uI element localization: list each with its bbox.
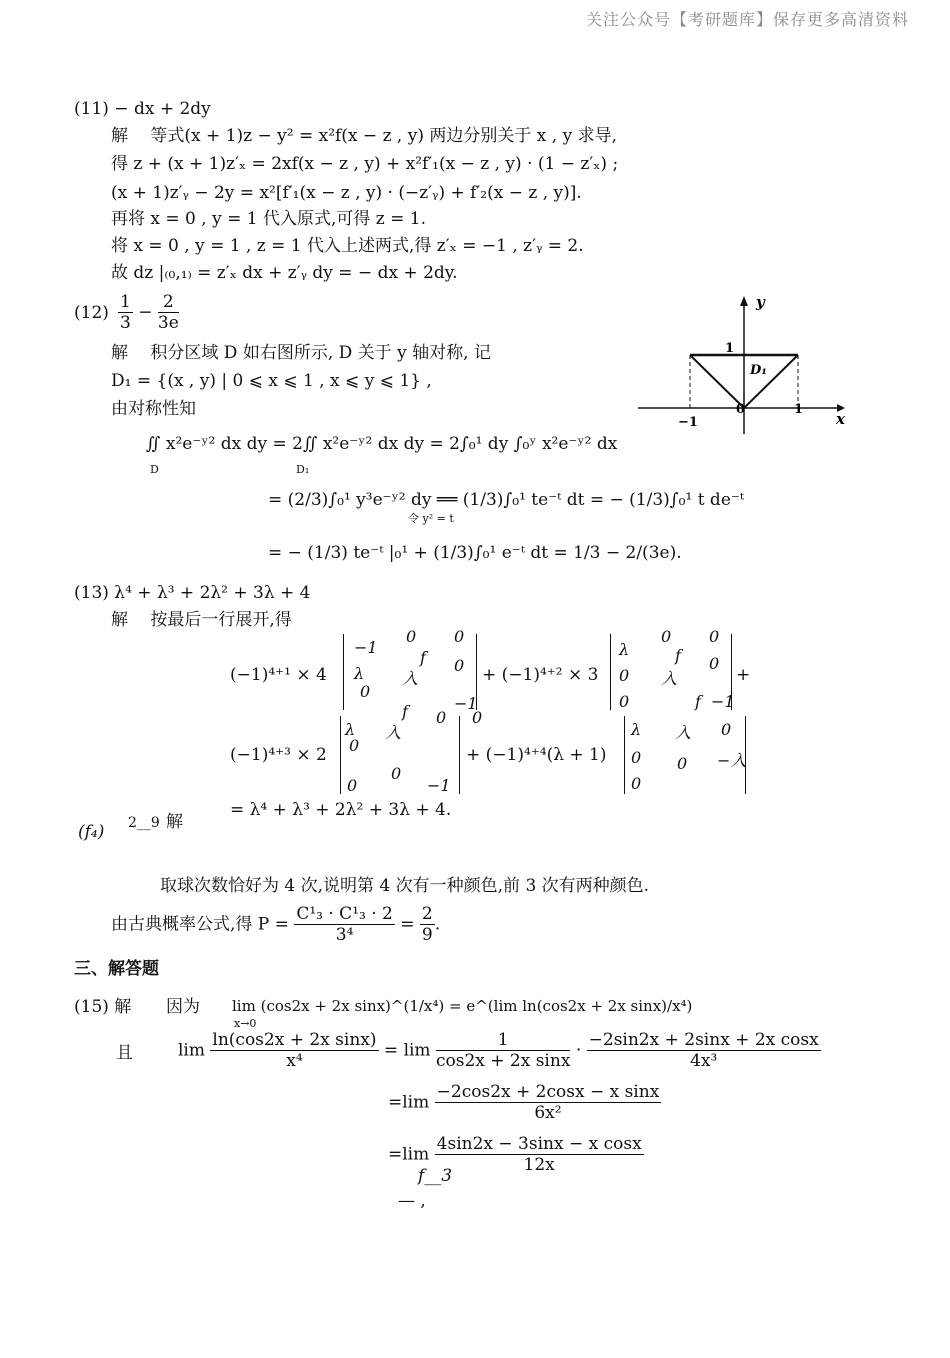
- determinant-4: λ 入 0 0 0 −入 0: [624, 716, 746, 794]
- region-label: D₁: [750, 363, 767, 378]
- q13-line1: 解 按最后一行展开,得: [111, 610, 292, 630]
- q12-eq1-sub-d1: D₁: [296, 463, 310, 476]
- q15-line1: lim (cos2x + 2x sinx)^(1/x⁴) = e^(lim ln(cos2x + 2x sinx)/x⁴): [232, 997, 693, 1015]
- q11-line1: 解 等式(x + 1)z − y² = x²f(x − z , y) 两边分别关于 x , y 求导,: [111, 126, 617, 146]
- q12-eq2-sub: 令 y² = t: [408, 512, 454, 525]
- y-axis-arrow-icon: [740, 296, 748, 306]
- q15-tail2: — ,: [398, 1191, 426, 1211]
- q15-row1: lim $\frac{\text{ln(cos2x + 2x sinx)}}{\text{x⁴}}$ = lim $\frac{1}{\text{cos2x + 2x sinx}}$ · $\frac{\text{−2sin2x + 2sinx + 2x cosx}}{\text{4x³}}$: [178, 1030, 819, 1072]
- q11-line5: 将 x = 0 , y = 1 , z = 1 代入上述两式,得 z′ₓ = −1 , z′ᵧ = 2.: [111, 236, 584, 256]
- q13-term3: (−1)⁴⁺³ × 2: [230, 745, 327, 765]
- q14-jie: 解: [166, 812, 183, 832]
- q13-plus: +: [736, 665, 751, 685]
- q12-eq2: = (2/3)∫₀¹ y³e⁻ʸ² dy ══ (1/3)∫₀¹ te⁻ᵗ dt = − (1/3)∫₀¹ t de⁻ᵗ: [268, 490, 745, 510]
- q13-term1: (−1)⁴⁺¹ × 4: [230, 665, 327, 685]
- q14-line2: 由古典概率公式,得 P = $\frac{\text{C¹₃ · C¹₃ · 2}}{\text{3⁴}}$ = $\frac{2}{9}$ .: [111, 904, 441, 946]
- q12-eq1: ∬ x²e⁻ʸ² dx dy = 2∬ x²e⁻ʸ² dx dy = 2∫₀¹ dy ∫₀ʸ x²e⁻ʸ² dx: [146, 434, 618, 454]
- q11-line6: 故 dz |₍₀,₁₎ = z′ₓ dx + z′ᵧ dy = − dx + 2dy.: [111, 263, 458, 283]
- x-axis-label: x: [836, 410, 845, 428]
- q12-answer: $\frac{1}{3}$ − $\frac{2}{3e}$: [120, 292, 179, 334]
- q15-lim-sub: x→0: [234, 1017, 257, 1030]
- region-figure: [632, 292, 852, 442]
- q15-because: 因为: [166, 997, 200, 1017]
- q14-answer: 2__9: [128, 815, 160, 831]
- q11-answer: (11) − dx + 2dy: [74, 99, 211, 119]
- q11-line2: 得 z + (x + 1)z′ₓ = 2xf(x − z , y) + x²f′₁(x − z , y) · (1 − z′ₓ) ;: [111, 154, 619, 174]
- q15-label: (15) 解: [74, 997, 132, 1017]
- neg-one-label: −1: [678, 415, 698, 430]
- q15-row2: =lim $\frac{\text{−2cos2x + 2cosx − x sinx}}{\text{6x²}}$: [388, 1082, 660, 1124]
- q13-term4: + (−1)⁴⁺⁴(λ + 1): [466, 745, 607, 765]
- q14-label: (f₄): [78, 822, 105, 842]
- section-title: 三、解答题: [74, 959, 159, 979]
- pos-one-label: 1: [794, 402, 804, 417]
- left-diagonal: [690, 355, 744, 408]
- q11-line3: (x + 1)z′ᵧ − 2y = x²[f′₁(x − z , y) · (−z′ᵧ) + f′₂(x − z , y)].: [111, 183, 582, 203]
- determinant-2: λ 0 0 0 f 0 入 0 f −1: [610, 634, 732, 710]
- origin-label: 0: [736, 402, 746, 417]
- q12-eq3: = − (1/3) te⁻ᵗ |₀¹ + (1/3)∫₀¹ e⁻ᵗ dt = 1/3 − 2/(3e).: [268, 543, 682, 563]
- q15-qie: 且: [116, 1043, 133, 1063]
- y-one-label: 1: [725, 341, 735, 356]
- page-header: 关注公众号【考研题库】保存更多高清资料: [586, 10, 910, 29]
- q12-eq1-sub-d: D: [150, 463, 159, 476]
- q11-line4: 再将 x = 0 , y = 1 代入原式,可得 z = 1.: [111, 209, 426, 229]
- q13-result: = λ⁴ + λ³ + 2λ² + 3λ + 4.: [230, 800, 452, 820]
- q15-tail1: f__3: [418, 1166, 453, 1186]
- y-axis-label: y: [756, 293, 765, 311]
- q12-label: (12): [74, 303, 109, 323]
- determinant-3: λ 0 入 0 0 −1: [340, 716, 460, 794]
- q13-answer: (13) λ⁴ + λ³ + 2λ² + 3λ + 4: [74, 583, 311, 603]
- q12-line3: 由对称性知: [111, 399, 196, 419]
- q13-term2: + (−1)⁴⁺² × 3: [482, 665, 599, 685]
- determinant-1: −1 0 0 λ f 0 入 0 f 0 −1 0: [343, 634, 477, 710]
- q15-row3: =lim $\frac{\text{4sin2x − 3sinx − x cosx}}{12x}$: [388, 1134, 642, 1176]
- q12-line1: 解 积分区域 D 如右图所示, D 关于 y 轴对称, 记: [111, 343, 491, 363]
- q12-line2: D₁ = {(x , y) | 0 ⩽ x ⩽ 1 , x ⩽ y ⩽ 1} ,: [111, 371, 432, 391]
- q14-line1: 取球次数恰好为 4 次,说明第 4 次有一种颜色,前 3 次有两种颜色.: [160, 876, 650, 896]
